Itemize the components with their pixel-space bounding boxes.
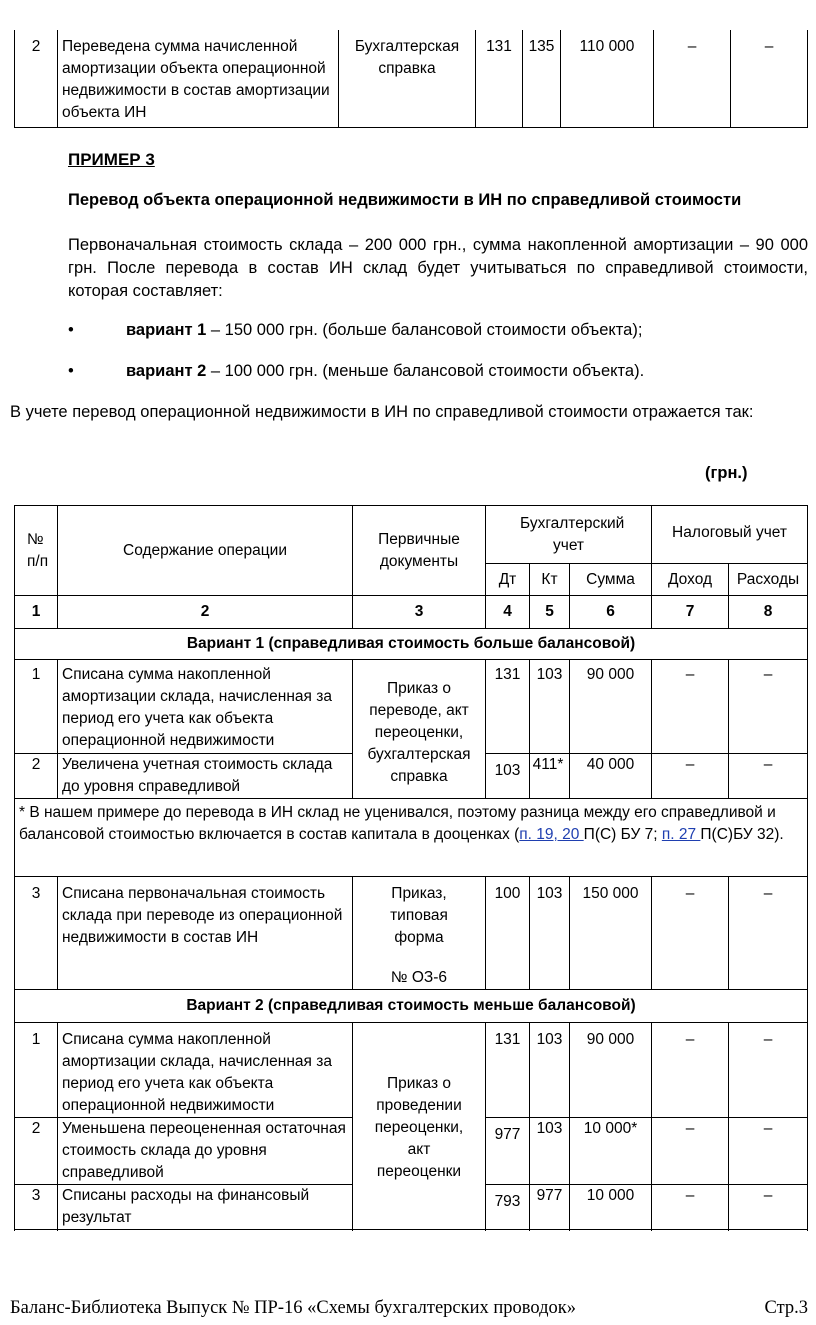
bullet-label: вариант 2: [126, 362, 207, 380]
credit-account: 103: [530, 1118, 570, 1185]
amount: 10 000*: [570, 1118, 652, 1185]
debit-account: 131: [486, 1023, 530, 1118]
row-number: 2: [15, 1118, 58, 1185]
row-number: 3: [15, 1185, 58, 1230]
colnum: 1: [15, 596, 58, 629]
tax-expense: –: [729, 877, 808, 990]
row-number: 1: [15, 660, 58, 754]
amount: 150 000: [570, 877, 652, 990]
colnum: 4: [486, 596, 530, 629]
header-accounting: Бухгалтерский учет: [486, 506, 652, 564]
footer-publication: Баланс-Библиотека Выпуск № ПР-16 «Схемы бухгалтерских проводок»: [10, 1298, 577, 1318]
tax-income: –: [652, 1023, 729, 1118]
header-income: Доход: [652, 564, 729, 596]
lead-paragraph: В учете перевод операционной недвижимости в ИН по справедливой стоимости отражается так:: [10, 403, 754, 421]
credit-account: 977: [530, 1185, 570, 1230]
colnum: 6: [570, 596, 652, 629]
link-p19-20[interactable]: п. 19, 20: [519, 826, 584, 843]
header-sum: Сумма: [570, 564, 652, 596]
example-heading: ПРИМЕР 3: [68, 150, 155, 169]
operation-content: Списана сумма накопленной амортизации склада, начисленная за период его учета как объекта операционной недвижимости: [58, 660, 353, 754]
colnum: 5: [530, 596, 570, 629]
row-number: 3: [15, 877, 58, 990]
operation-content: Списана сумма накопленной амортизации склада, начисленная за период его учета как объекта операционной недвижимости: [58, 1023, 353, 1118]
tax-expense: –: [729, 754, 808, 799]
header-row: [15, 506, 808, 564]
header-expense: Расходы: [729, 564, 808, 596]
debit-account: 103: [486, 754, 530, 799]
row-number: 2: [15, 30, 58, 127]
tax-expense: –: [729, 1118, 808, 1185]
bullet-item-2: [68, 360, 808, 383]
credit-account: 103: [530, 660, 570, 754]
variant-1-title: Вариант 1 (справедливая стоимость больше балансовой): [15, 629, 808, 660]
example-title: Перевод объекта операционной недвижимости в ИН по справедливой стоимости: [68, 191, 742, 209]
amount: 90 000: [570, 1023, 652, 1118]
table-row: [15, 877, 808, 990]
header-kt: Кт: [530, 564, 570, 596]
footnote: [15, 799, 808, 877]
footer-page-number: Стр.3: [764, 1298, 808, 1318]
credit-account: 411*: [530, 754, 570, 799]
header-num: № п/п: [15, 506, 58, 596]
row-number: 2: [15, 754, 58, 799]
header-content: Содержание операции: [58, 506, 353, 596]
amount: 40 000: [570, 754, 652, 799]
header-dt: Дт: [486, 564, 530, 596]
tax-expense: –: [729, 660, 808, 754]
variant-2-title-row: [15, 990, 808, 1023]
primary-document: Приказ о проведении переоценки, акт переоценки: [353, 1023, 486, 1230]
operation-content: Увеличена учетная стоимость склада до уровня справедливой: [58, 754, 353, 799]
bullet-icon: •: [68, 362, 74, 380]
tax-income: –: [652, 1118, 729, 1185]
tax-income: –: [652, 877, 729, 990]
amount: 10 000: [570, 1185, 652, 1230]
table-row: [15, 660, 808, 754]
variant-2-title: Вариант 2 (справедливая стоимость меньше балансовой): [15, 990, 808, 1023]
amount: 90 000: [570, 660, 652, 754]
primary-document: [353, 877, 486, 990]
table-continuation: [14, 1219, 808, 1231]
bullet-text: – 150 000 грн. (больше балансовой стоимости объекта);: [206, 321, 643, 339]
tax-expense: –: [731, 30, 808, 127]
amount: 110 000: [561, 30, 654, 127]
tax-income: –: [652, 1185, 729, 1230]
column-number-row: [15, 596, 808, 629]
accounting-table: [14, 505, 808, 1230]
colnum: 8: [729, 596, 808, 629]
credit-account: 135: [523, 30, 561, 127]
footnote-mid: П(С) БУ 7;: [583, 826, 662, 843]
credit-account: 103: [530, 1023, 570, 1118]
note-row: [15, 799, 808, 877]
debit-account: 793: [486, 1185, 530, 1230]
tax-income: –: [654, 30, 731, 127]
header-tax: Налоговый учет: [652, 506, 808, 564]
header-docs: Первичные документы: [353, 506, 486, 596]
link-p27[interactable]: п. 27: [661, 826, 701, 843]
colnum: 7: [652, 596, 729, 629]
table-row: [15, 30, 808, 127]
colnum: 3: [353, 596, 486, 629]
bullet-label: вариант 1: [126, 321, 207, 339]
footnote-text: * В нашем примере до перевода в ИН склад не уценивался, поэтому разница между его справедливой и балансовой стоимостью включается в состав капитала в дооценках (: [19, 804, 776, 843]
operation-content: Списана первоначальная стоимость склада при переводе из операционной недвижимости в состав ИН: [58, 877, 353, 990]
primary-document: Приказ о переводе, акт переоценки, бухгалтерская справка: [353, 660, 486, 799]
primary-document-line: Приказ, типовая форма: [390, 885, 448, 946]
tax-income: –: [652, 754, 729, 799]
bullet-text: – 100 000 грн. (меньше балансовой стоимости объекта).: [206, 362, 645, 380]
tax-expense: –: [729, 1023, 808, 1118]
row-number: 1: [15, 1023, 58, 1118]
top-table-fragment: [14, 30, 808, 128]
footnote-end: П(С)БУ 32).: [700, 826, 784, 843]
example-intro: Первоначальная стоимость склада – 200 000 грн., сумма накопленной амортизации – 90 000 грн. После перевода в состав ИН склад будет учитываться по справедливой стоимости, которая составляет:: [68, 236, 808, 300]
credit-account: 103: [530, 877, 570, 990]
operation-content: Списаны расходы на финансовый результат: [58, 1185, 353, 1230]
bullet-icon: •: [68, 321, 74, 339]
operation-content: Переведена сумма начисленной амортизации объекта операционной недвижимости в состав амортизации объекта ИН: [58, 30, 339, 127]
bullet-item-1: [68, 319, 808, 342]
tax-income: –: [652, 660, 729, 754]
variant-1-title-row: [15, 629, 808, 660]
primary-document: Бухгалтерская справка: [339, 30, 476, 127]
operation-content: Уменьшена переоцененная остаточная стоимость склада до уровня справедливой: [58, 1118, 353, 1185]
colnum: 2: [58, 596, 353, 629]
debit-account: 131: [486, 660, 530, 754]
debit-account: 977: [486, 1118, 530, 1185]
table-row: [15, 1023, 808, 1118]
debit-account: 131: [476, 30, 523, 127]
debit-account: 100: [486, 877, 530, 990]
primary-document-form: № ОЗ-6: [390, 969, 448, 986]
unit-label: (грн.): [705, 464, 748, 482]
tax-expense: –: [729, 1185, 808, 1230]
